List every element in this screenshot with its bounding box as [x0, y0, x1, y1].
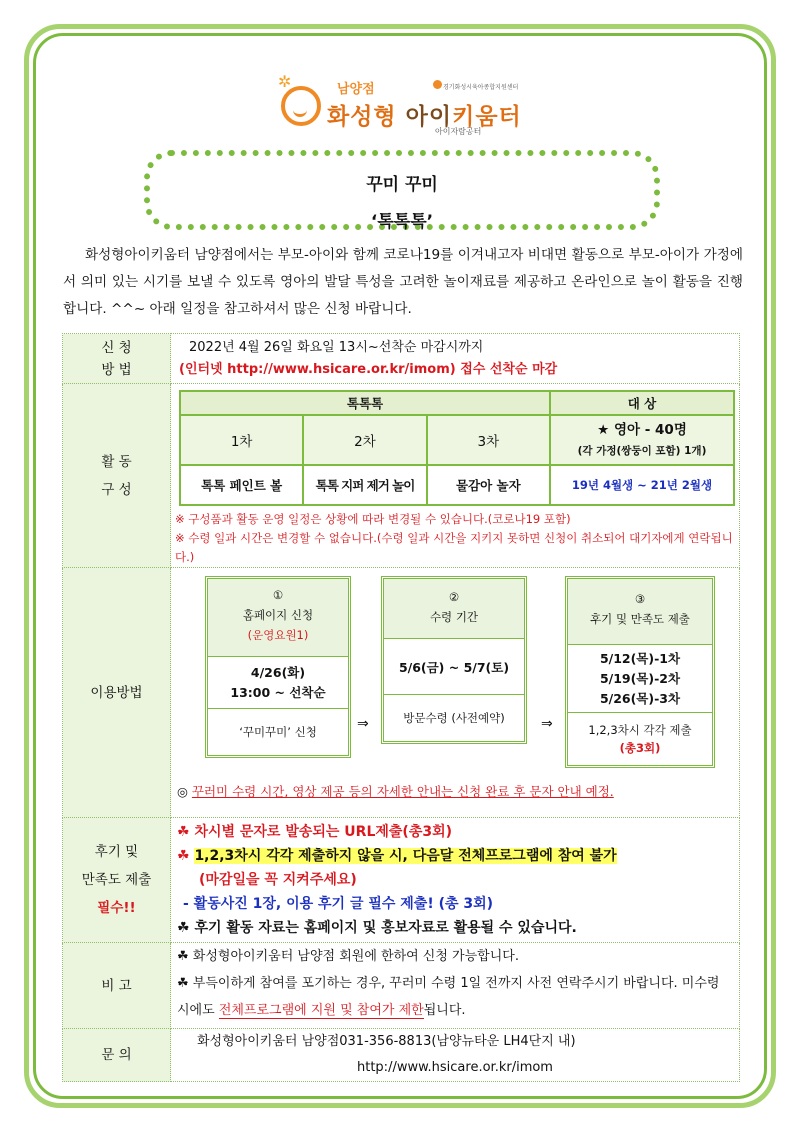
arrow-1-icon: ⇒ [357, 716, 369, 732]
step-1-sub: (운영요원1) [247, 628, 309, 642]
content-usage [171, 568, 740, 818]
remarks-line1 [177, 943, 733, 970]
target-age: 19년 4월생 ~ 21년 2월생 [550, 465, 734, 505]
step-2-head [384, 579, 524, 639]
content-review [171, 818, 740, 943]
content-contact [171, 1029, 740, 1082]
row-activity [63, 384, 740, 568]
activity-note2: ※ 수령 일과 시간은 변경할 수 없습니다.(수령 일과 시간을 지키지 못하면 신청이 취소되어 대기자에게 연락됩니다.) [175, 531, 733, 564]
step-2-mid [384, 639, 524, 695]
step-1-time: 13:00 ~ 선착순 [230, 684, 326, 700]
activity-3: 물감아 놀자 [427, 465, 550, 505]
review-text4: 후기 활동 자료는 홈페이지 및 홍보자료로 활용될 수 있습니다. [194, 920, 577, 936]
label-review [63, 818, 171, 943]
row-contact [63, 1029, 740, 1082]
step-1 [205, 576, 351, 758]
round-3: 3차 [427, 415, 550, 465]
activity-items [180, 465, 734, 505]
notice-mark-icon: ◎ [177, 784, 188, 799]
usage-notice [175, 782, 735, 802]
logo-branch: 남양점 [337, 82, 375, 97]
logo-name-3: 키움터 [452, 104, 522, 130]
step-3-date2: 5/19(목)-2차 [599, 670, 681, 686]
label-review-2: 만족도 제출 [81, 872, 152, 888]
apply-line2[interactable]: (인터넷 http://www.hsicare.or.kr/imom) 접수 선착순 마감 [179, 362, 558, 377]
header-program: 톡톡톡 [180, 391, 550, 415]
label-apply [63, 334, 171, 384]
step-1-action: ‘꾸미꾸미’ 신청 [239, 725, 317, 739]
step-1-num: ① [272, 588, 284, 602]
clover-icon: ☘ [177, 848, 190, 864]
label-apply-2: 방 법 [101, 361, 132, 378]
label-contact: 문 의 [63, 1029, 171, 1082]
contact-url[interactable]: http://www.hsicare.or.kr/imom [357, 1060, 553, 1075]
sun-icon: ✲ [278, 72, 292, 91]
label-activity-1: 활 동 [101, 453, 132, 470]
content-apply [171, 334, 740, 384]
step-1-title: 홈페이지 신청 [242, 608, 314, 622]
clover-icon: ☘ [177, 949, 189, 964]
logo-name [327, 98, 522, 131]
row-remarks [63, 943, 740, 1029]
round-1: 1차 [180, 415, 303, 465]
activity-table [179, 390, 735, 506]
apply-line1: 2022년 4월 26일 화요일 13시~선착순 마감시까지 [189, 340, 484, 355]
row-apply [63, 334, 740, 384]
step-1-head [208, 579, 348, 657]
clover-icon: ☘ [177, 976, 189, 991]
step-1-mid [208, 657, 348, 709]
activity-2: 톡톡 지퍼 제거 놀이 [303, 465, 426, 505]
activity-header [180, 391, 734, 415]
label-remarks: 비 고 [63, 943, 171, 1029]
label-apply-1: 신 청 [101, 339, 132, 356]
row-review [63, 818, 740, 943]
remarks-text2b: 전체프로그램에 지원 및 참여가 제한 [218, 1003, 424, 1018]
clover-icon: ☘ [177, 920, 190, 936]
intro-body: 화성형아이키움터 남양점에서는 부모-아이와 함께 코로나19를 이겨내고자 비대면 활동으로 부모-아이가 가정에서 의미 있는 시기를 보낼 수 있도록 영아의 발달 특성을 고려한 놀이재료를 제공하고 온라인으로 놀이 활동을 진행합니다. ^^~ 아래 일정을 참고하셔서 많은 신청 바랍니다. [63, 247, 743, 317]
step-3-action: 1,2,3차시 각각 제출 [588, 723, 692, 737]
step-3-bot [568, 713, 712, 765]
step-3-count: (총3회) [619, 741, 661, 755]
logo-name-2: 아이 [405, 104, 453, 130]
intro-text [63, 242, 743, 323]
header-target: 대 상 [550, 391, 734, 415]
info-table [62, 333, 740, 1082]
step-3-date1: 5/12(목)-1차 [599, 650, 681, 666]
label-review-3: 필수!! [97, 900, 136, 916]
step-1-bot [208, 709, 348, 755]
notice-text: 꾸러미 수령 시간, 영상 제공 등의 자세한 안내는 신청 완료 후 문자 안내 예정. [191, 784, 614, 799]
label-activity [63, 384, 171, 568]
step-3-title: 후기 및 만족도 제출 [590, 612, 690, 626]
review-text2: 1,2,3차시 각각 제출하지 않을 시, 다음달 전체프로그램에 참여 불가 [194, 848, 617, 864]
round-2: 2차 [303, 415, 426, 465]
step-3 [565, 576, 715, 768]
step-3-head [568, 579, 712, 645]
target-line2: (각 가정(쌍둥이 포함) 1개) [577, 444, 707, 457]
logo-name-1: 화성형 [327, 104, 406, 130]
step-3-date3: 5/26(목)-3차 [599, 690, 681, 706]
title-line1: 꾸미 꾸미 [366, 175, 438, 195]
child-face-icon [281, 86, 321, 126]
step-1-date: 4/26(화) [250, 664, 306, 680]
step-2-title: 수령 기간 [429, 610, 479, 624]
label-activity-2: 구 성 [101, 481, 132, 498]
step-2-num: ② [448, 590, 460, 604]
review-line2 [177, 844, 733, 868]
remarks-text2a: 부득이하게 참여를 포기하는 경우, 꾸러미 수령 1일 전까지 사전 연락주시기 바랍니다. 미수령 시에도 [177, 976, 720, 1018]
activity-note1: ※ 구성품과 활동 운영 일정은 상황에 따라 변경될 수 있습니다.(코로나19 포함) [175, 512, 571, 526]
logo-sub: 아이자람공터 [435, 127, 482, 136]
remarks-text1: 화성형아이키움터 남양점 회원에 한하여 신청 가능합니다. [192, 949, 519, 964]
review-text2b: (마감일을 꼭 지켜주세요) [199, 872, 357, 888]
remarks-line2 [177, 970, 733, 1024]
activity-rounds [180, 415, 734, 465]
org-mark-icon [433, 80, 442, 89]
row-usage [63, 568, 740, 818]
review-line4 [177, 916, 733, 940]
remarks-text2c: 됩니다. [423, 1003, 466, 1018]
step-2 [381, 576, 527, 744]
arrow-2-icon: ⇒ [541, 716, 553, 732]
label-review-1: 후기 및 [94, 844, 139, 860]
step-2-date: 5/6(금) ~ 5/7(토) [398, 659, 510, 675]
contact-phone: 화성형아이키움터 남양점031-356-8813(남양뉴타운 LH4단지 내) [197, 1034, 576, 1049]
review-text3: - 활동사진 1장, 이용 후기 글 필수 제출! (총 3회) [183, 896, 494, 912]
review-line1 [177, 820, 733, 844]
step-2-bot [384, 695, 524, 741]
step-3-mid [568, 645, 712, 713]
target-line1: ★ 영아 - 40명 [597, 421, 687, 438]
step-3-num: ③ [634, 592, 646, 606]
content-remarks [171, 943, 740, 1029]
step-2-action: 방문수령 (사전예약) [403, 711, 505, 725]
label-usage: 이용방법 [63, 568, 171, 818]
title-box [144, 150, 660, 230]
logo [275, 72, 535, 142]
review-text1: 차시별 문자로 발송되는 URL제출(총3회) [194, 824, 453, 840]
clover-icon: ☘ [177, 824, 190, 840]
activity-1: 톡톡 페인트 볼 [180, 465, 303, 505]
content-activity [171, 384, 740, 568]
usage-flow [175, 568, 735, 782]
target-cell [550, 415, 734, 465]
logo-org: 경기화성시육아종합지원센터 [443, 84, 519, 91]
title-line2: ‘톡톡톡’ [370, 212, 434, 232]
